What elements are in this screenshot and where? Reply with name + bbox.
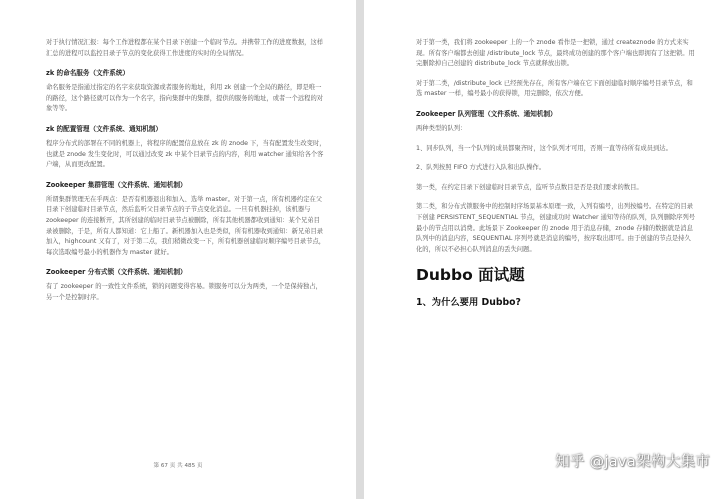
spacer <box>416 135 696 144</box>
spacer <box>416 193 696 202</box>
paragraph: 程序分布式的部署在不同的机器上，将程序的配置信息放在 zk 的 znode 下，当有配置发生改变时，也就是 znode 发生变化时，可以通过改变 zk 中某个目录节点的内容，利用 watcher 通知给各个客户端，从而更改配置。 <box>46 139 326 169</box>
paragraph: 2、队列按照 FIFO 方式进行入队和出队操作。 <box>416 164 546 172</box>
subheading: Zookeeper 集群管理（文件系统、通知机制） <box>46 180 187 189</box>
subheading: Zookeeper 分布式锁（文件系统、通知机制） <box>46 268 187 277</box>
paragraph: 对于第一类，我们将 zookeeper 上的一个 znode 看作是一把锁，通过 createznode 的方式来实现。所有客户端都去创建 /distribute_lock 节点，最终成功创建的那个客户端也即拥有了这把锁。用完删除掉自己创建的 distribute_lock 节点就释放出锁。 <box>416 39 695 68</box>
subheading: zk 的配置管理（文件系统、通知机制） <box>46 124 163 133</box>
page-content <box>46 38 326 304</box>
question-heading: 1、为什么要用 Dubbo? <box>416 297 521 309</box>
spacer <box>416 70 696 79</box>
spacer <box>46 115 326 124</box>
page-number-footer: 第 67 页 共 485 页 <box>153 463 203 469</box>
section-title: Dubbo 面试题 <box>416 266 525 285</box>
page-gutter <box>356 0 364 499</box>
paragraph: 第一类，在约定目录下创建临时目录节点，监听节点数目是否是我们要求的数目。 <box>416 183 643 191</box>
page-content <box>416 38 696 255</box>
spacer <box>46 258 326 267</box>
spacer <box>416 154 696 163</box>
spacer <box>46 59 326 68</box>
spacer <box>46 171 326 180</box>
paragraph: 第二类，和分布式锁服务中的控制时序场景基本原理一致，入列有编号，出列按编号。在特定的目录下创建 PERSISTENT_SEQUENTIAL 节点，创建成功时 Watcher 通知等待的队列，队列删除序列号最小的节点用以消费。此场景下 Zookeeper 的 znode 用于消息存储，znode 存储的数据就是消息队列中的消息内容，SEQUENTIAL 序列号就是消息的编号，按序取出即可。由于创建的节点是持久化的，所以不必担心队列消息的丢失问题。 <box>416 203 696 253</box>
watermark: 知乎 @java架构大集市 <box>555 454 710 470</box>
spacer <box>416 255 696 264</box>
spacer <box>416 174 696 183</box>
document-page-left <box>0 0 356 499</box>
subheading: Zookeeper 队列管理（文件系统、通知机制） <box>416 109 557 118</box>
paragraph: 所谓集群管理无在乎两点：是否有机器退出和加入、选举 master。对于第一点，所有机器约定在父目录下创建临时目录节点，然后监听父目录节点的子节点变化消息。一旦有机器挂掉，该机器与 zookeeper 的连接断开，其所创建的临时目录节点被删除，所有其他机器都收到通知：某个兄弟目录被删除，于是，所有人都知道：它上船了。新机器加入也是类似，所有机器收到通知：新兄弟目录加入，highcount 又有了，对于第二点，我们稍微改变一下，所有机器创建临时顺序编号目录节点，每次选取编号最小的机器作为 master 就好。 <box>46 195 326 256</box>
paragraph: 两种类型的队列： <box>416 124 467 132</box>
spacer <box>416 100 696 109</box>
paragraph: 1、同步队列，当一个队列的成员都聚齐时，这个队列才可用，否则一直等待所有成员到达。 <box>416 144 672 152</box>
paragraph: 对于第二类，/distribute_lock 已经预先存在，所有客户端在它下面创建临时顺序编号目录节点，和选 master 一样，编号最小的获得锁，用完删除，依次方便。 <box>416 79 693 98</box>
paragraph: 有了 zookeeper 的一致性文件系统，锁的问题变得容易。锁服务可以分为两类，一个是保持独占，另一个是控制时序。 <box>46 283 322 301</box>
document-page-right <box>364 0 720 499</box>
paragraph: 命名服务是指通过指定的名字来获取资源或者服务的地址，利用 zk 创建一个全局的路径，即是唯一的路径，这个路径就可以作为一个名字，指向集群中的集群，提供的服务的地址，或者一个远程的对象等等。 <box>46 84 324 113</box>
paragraph: 对于执行情况汇报：每个工作进程都在某个目录下创建一个临时节点。并携带工作的进度数据，这样汇总的进程可以监控目录子节点的变化获得工作进度的实时的全局情况。 <box>46 39 324 57</box>
subheading: zk 的命名服务（文件系统） <box>46 69 130 78</box>
